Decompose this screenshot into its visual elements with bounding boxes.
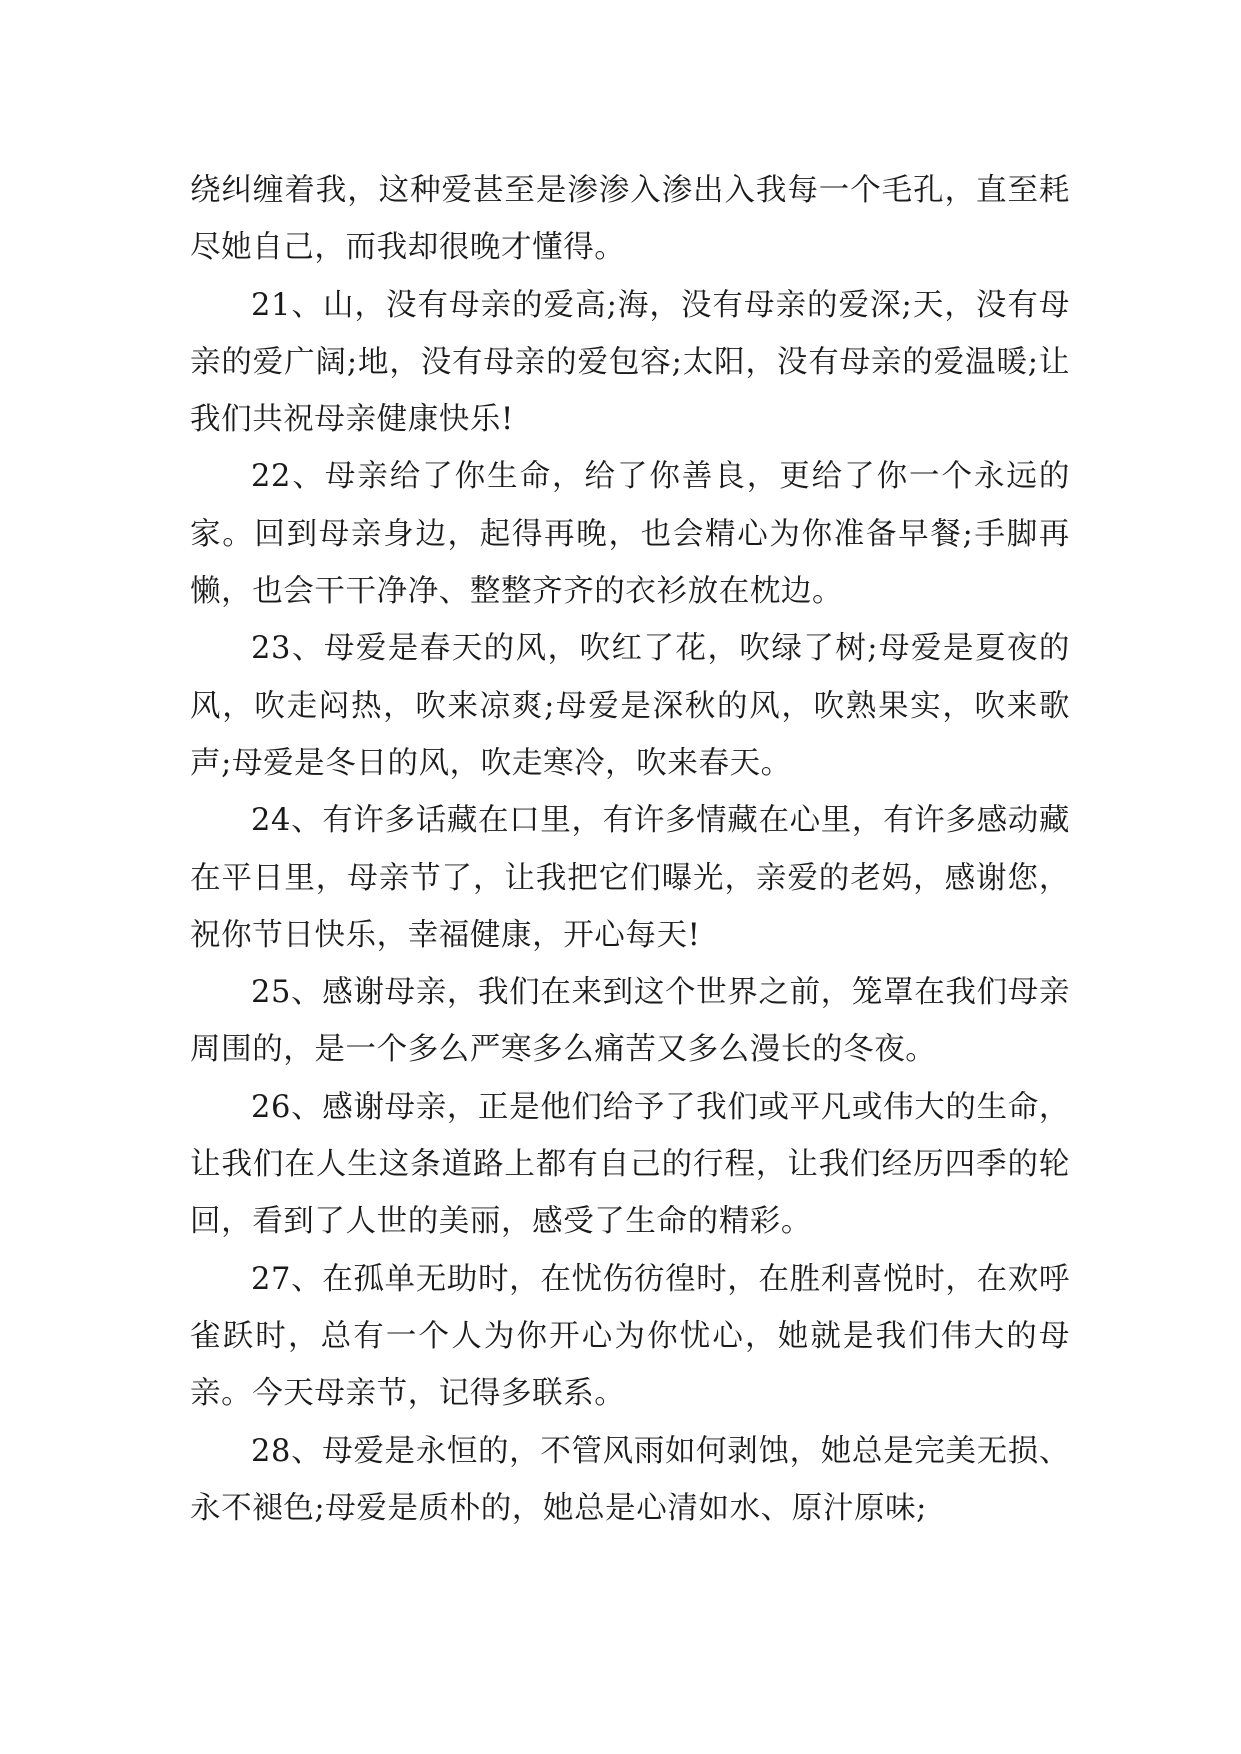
paragraph-23: 23、母爱是春天的风，吹红了花，吹绿了树;母爱是夏夜的风，吹走闷热，吹来凉爽;母爱是深秋的风，吹熟果实，吹来歌声;母爱是冬日的风，吹走寒冷，吹来春天。 — [190, 631, 1070, 781]
paragraph-25: 25、感谢母亲，我们在来到这个世界之前，笼罩在我们母亲周围的，是一个多么严寒多么痛苦又多么漫长的冬夜。 — [190, 975, 1070, 1068]
paragraph-27: 27、在孤单无助时，在忧伤彷徨时，在胜利喜悦时，在欢呼雀跃时，总有一个人为你开心为你忧心，她就是我们伟大的母亲。今天母亲节，记得多联系。 — [190, 1261, 1070, 1412]
paragraph-continued: 绕纠缠着我，这种爱甚至是渗渗入渗出入我每一个毛孔，直至耗尽她自己，而我却很晚才懂得。 — [190, 173, 1070, 266]
document-body — [190, 162, 1070, 1537]
paragraph-21: 21、山，没有母亲的爱高;海，没有母亲的爱深;天，没有母亲的爱广阔;地，没有母亲的爱包容;太阳，没有母亲的爱温暖;让我们共祝母亲健康快乐! — [190, 287, 1070, 438]
paragraph-24: 24、有许多话藏在口里，有许多情藏在心里，有许多感动藏在平日里，母亲节了，让我把它们曝光，亲爱的老妈，感谢您，祝你节日快乐，幸福健康，开心每天! — [190, 803, 1070, 953]
paragraph-26: 26、感谢母亲，正是他们给予了我们或平凡或伟大的生命，让我们在人生这条道路上都有自己的行程，让我们经历四季的轮回，看到了人世的美丽，感受了生命的精彩。 — [190, 1089, 1070, 1240]
paragraph-22: 22、母亲给了你生命，给了你善良，更给了你一个永远的家。回到母亲身边，起得再晚，也会精心为你准备早餐;手脚再懒，也会干干净净、整整齐齐的衣衫放在枕边。 — [190, 459, 1070, 610]
paragraph-28: 28、母爱是永恒的，不管风雨如何剥蚀，她总是完美无损、永不褪色;母爱是质朴的，她总是心清如水、原汁原味; — [190, 1433, 1070, 1526]
